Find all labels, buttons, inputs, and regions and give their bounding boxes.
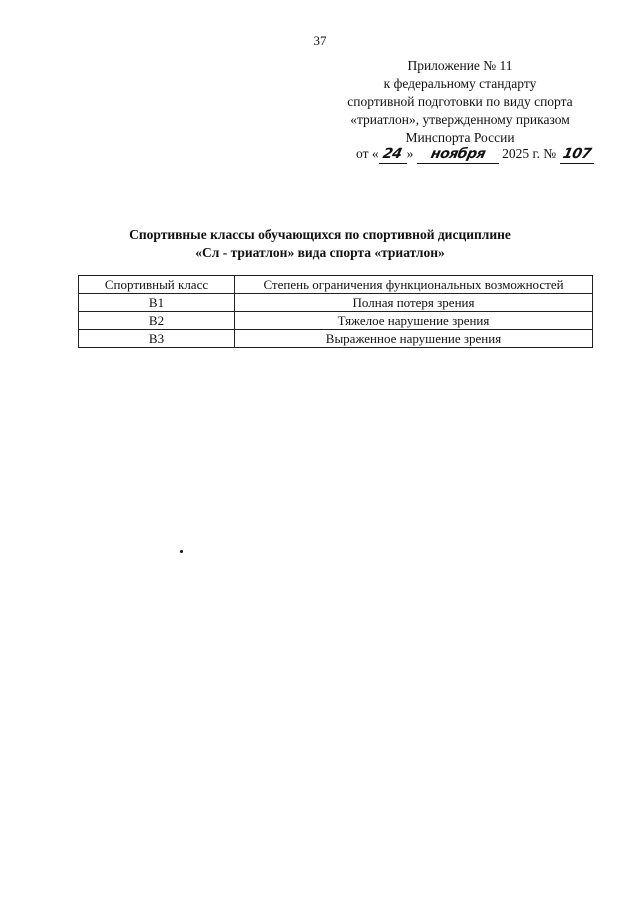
page-number: 37 (313, 33, 327, 48)
scan-speck (180, 550, 183, 553)
table-cell-description: Выраженное нарушение зрения (235, 330, 593, 348)
table-cell-class: B2 (79, 312, 235, 330)
table-header-row (79, 276, 593, 294)
table-cell-description: Тяжелое нарушение зрения (235, 312, 593, 330)
order-month-blank (417, 145, 499, 164)
table-cell-description: Полная потеря зрения (235, 294, 593, 312)
appendix-header (330, 57, 590, 147)
document-title (0, 226, 640, 262)
appendix-line-ministry: Минспорта России (405, 130, 515, 145)
order-month-handwritten: ноября (428, 146, 487, 162)
table-row (79, 330, 593, 348)
order-number-handwritten: 107 (560, 146, 593, 162)
order-prefix: от « (356, 146, 379, 161)
table-cell-class: B3 (79, 330, 235, 348)
order-number-blank (560, 145, 594, 164)
appendix-line-order: «триатлон», утвержденному приказом (350, 112, 570, 127)
order-day-handwritten: 24 (381, 146, 404, 162)
order-close-quote: » (406, 146, 414, 161)
order-year-text: 2025 г. № (502, 146, 557, 161)
order-day-blank (379, 145, 407, 164)
table-row (79, 294, 593, 312)
appendix-line-standard: к федеральному стандарту (383, 76, 537, 91)
table-cell-class: B1 (79, 294, 235, 312)
table-header-class: Спортивный класс (79, 276, 235, 294)
appendix-line-sport: спортивной подготовки по виду спорта (347, 94, 573, 109)
sport-classes-table (78, 275, 593, 348)
order-date-line (356, 145, 594, 164)
document-title-line-2: «Сл - триатлон» вида спорта «триатлон» (195, 245, 445, 260)
appendix-title: Приложение № 11 (407, 58, 513, 73)
table-row (79, 312, 593, 330)
table-header-degree: Степень ограничения функциональных возможностей (235, 276, 593, 294)
document-title-line-1: Спортивные классы обучающихся по спортивной дисциплине (129, 227, 511, 242)
